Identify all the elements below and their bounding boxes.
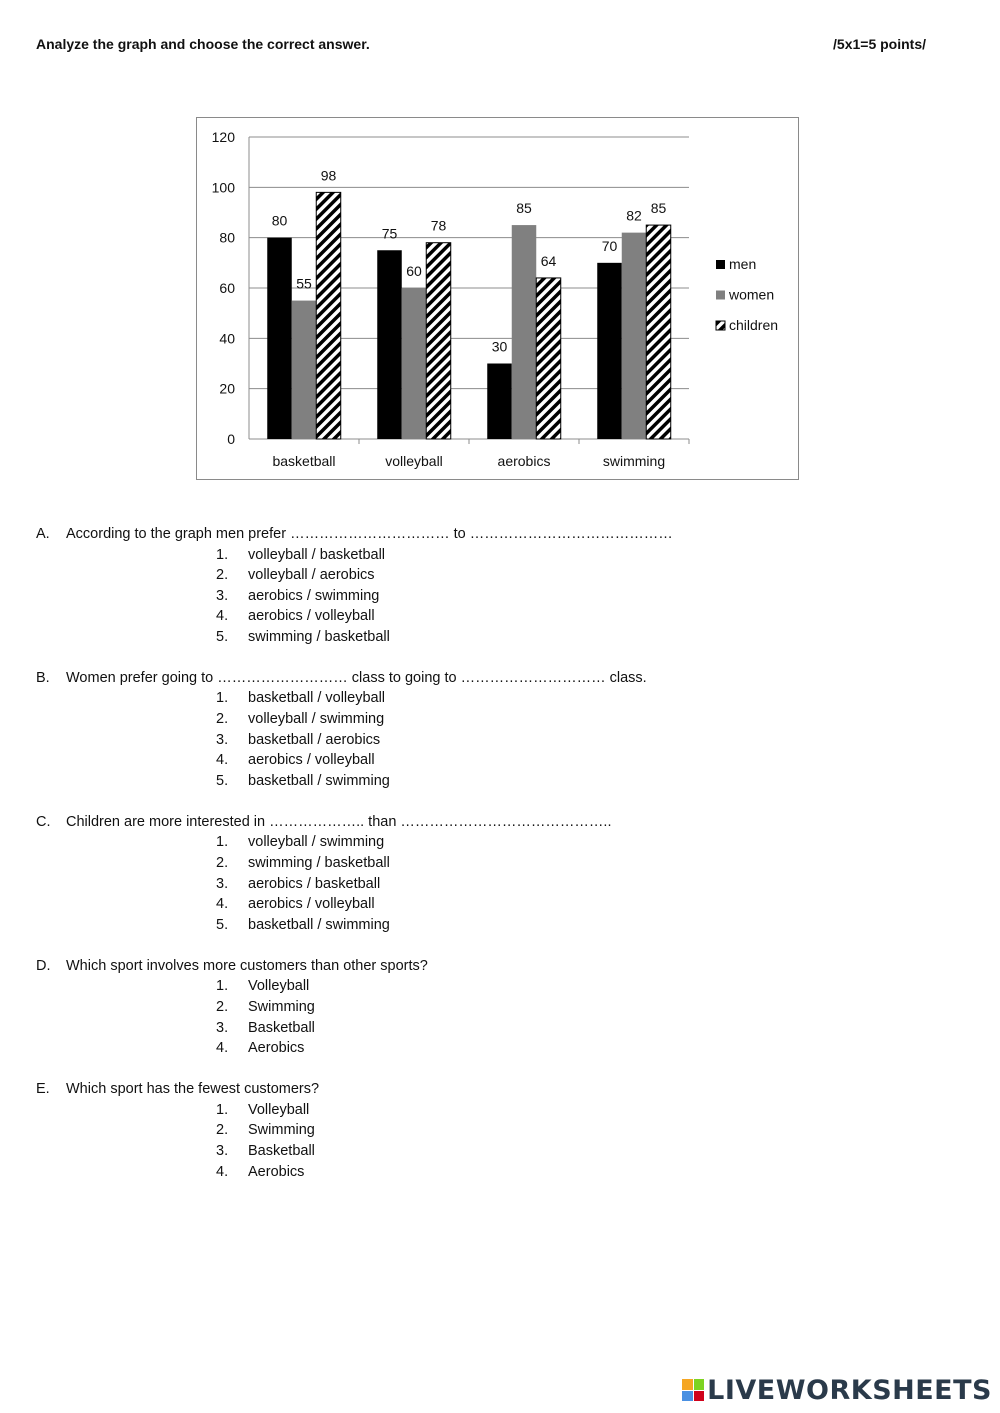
legend-label: children: [729, 317, 779, 333]
option-number: 2.: [216, 711, 229, 728]
option-text: basketball / aerobics: [248, 731, 381, 748]
question-letter: D.: [36, 957, 51, 974]
option-number: 2.: [216, 855, 229, 872]
option-text: Swimming: [248, 1122, 315, 1139]
question-row: [36, 524, 936, 545]
data-label: 85: [516, 200, 532, 217]
option-text: Volleyball: [248, 978, 310, 995]
option-number: 1.: [216, 546, 229, 563]
answer-option[interactable]: [36, 627, 936, 648]
question-row: [36, 668, 936, 689]
answer-option[interactable]: [36, 730, 936, 751]
question-letter: A.: [36, 526, 50, 542]
option-number: 1.: [216, 834, 229, 851]
x-tick-label: aerobics: [497, 453, 551, 469]
question-text: Which sport involves more customers than other sports?: [66, 957, 428, 974]
option-text: aerobics / volleyball: [248, 752, 375, 769]
option-number: 3.: [216, 1019, 229, 1036]
question-list: [36, 524, 936, 1203]
option-text: swimming / basketball: [248, 628, 390, 645]
legend-swatch: [716, 321, 725, 330]
answer-option[interactable]: [36, 750, 936, 771]
answer-option[interactable]: [36, 1141, 936, 1162]
logo-text: LIVEWORKSHEETS: [707, 1374, 992, 1406]
option-number: 2.: [216, 999, 229, 1015]
answer-option[interactable]: [36, 1120, 936, 1141]
option-number: 4.: [216, 608, 229, 625]
data-label: 60: [406, 263, 422, 279]
answer-option[interactable]: [36, 1038, 936, 1059]
option-text: aerobics / basketball: [248, 875, 381, 892]
option-number: 2.: [216, 567, 229, 584]
y-tick-label: 0: [227, 431, 235, 447]
option-text: Swimming: [248, 999, 315, 1015]
option-number: 1.: [216, 1101, 229, 1118]
bar: [646, 225, 671, 439]
answer-option[interactable]: [36, 997, 936, 1018]
bar-chart: [196, 117, 799, 480]
question-letter: B.: [36, 669, 50, 686]
answer-option[interactable]: [36, 1018, 936, 1039]
answer-option[interactable]: [36, 976, 936, 997]
data-label: 85: [650, 200, 667, 217]
option-number: 5.: [216, 772, 229, 789]
bar: [622, 233, 647, 439]
option-text: basketball / swimming: [248, 916, 390, 933]
option-text: volleyball / basketball: [248, 546, 386, 563]
question-row: [36, 956, 936, 977]
option-number: 4.: [216, 752, 229, 769]
legend-swatch: [716, 260, 725, 269]
option-number: 4.: [216, 1040, 229, 1057]
y-tick-label: 100: [211, 179, 235, 196]
logo-tile: [682, 1391, 693, 1402]
option-text: swimming / basketball: [248, 855, 390, 872]
question-text: Which sport has the fewest customers?: [66, 1081, 320, 1098]
data-label: 75: [381, 225, 398, 242]
question-text: According to the graph men prefer …………………………… to ……………………………………: [66, 526, 673, 542]
question-block: [36, 812, 936, 935]
option-text: Aerobics: [248, 1163, 305, 1180]
answer-option[interactable]: [36, 688, 936, 709]
y-tick-label: 40: [219, 330, 235, 347]
option-number: 2.: [216, 1122, 229, 1139]
y-tick-label: 120: [211, 129, 235, 145]
option-number: 4.: [216, 896, 229, 913]
liveworksheets-logo: [682, 1373, 992, 1407]
question-letter: E.: [36, 1081, 50, 1098]
option-number: 3.: [216, 875, 229, 892]
instruction-text: Analyze the graph and choose the correct answer.: [36, 36, 370, 52]
bar: [377, 250, 402, 439]
answer-option[interactable]: [36, 606, 936, 627]
y-tick-label: 60: [219, 280, 235, 296]
question-row: [36, 1079, 936, 1100]
answer-option[interactable]: [36, 1162, 936, 1183]
bar: [426, 243, 451, 439]
bar: [402, 288, 427, 439]
answer-option[interactable]: [36, 894, 936, 915]
data-label: 80: [271, 212, 288, 229]
data-label: 64: [540, 252, 557, 269]
data-label: 70: [601, 237, 618, 254]
option-text: Aerobics: [248, 1040, 305, 1057]
option-text: aerobics / volleyball: [248, 608, 375, 625]
points-text: /5x1=5 points/: [833, 36, 926, 52]
answer-option[interactable]: [36, 915, 936, 936]
bar: [267, 238, 292, 439]
option-text: volleyball / aerobics: [248, 567, 375, 584]
bar: [597, 263, 622, 439]
logo-tile: [694, 1391, 705, 1402]
data-label: 98: [320, 167, 337, 184]
option-text: basketball / swimming: [248, 772, 390, 789]
x-tick-label: volleyball: [385, 453, 443, 469]
question-letter: C.: [36, 813, 51, 830]
option-text: Basketball: [248, 1142, 315, 1159]
option-number: 5.: [216, 628, 229, 645]
answer-option[interactable]: [36, 771, 936, 792]
bar: [536, 278, 561, 439]
x-tick-label: basketball: [272, 453, 336, 469]
question-row: [36, 812, 936, 833]
y-tick-label: 80: [219, 229, 235, 246]
answer-option[interactable]: [36, 832, 936, 853]
logo-tile: [682, 1379, 693, 1390]
answer-option[interactable]: [36, 586, 936, 607]
answer-option[interactable]: [36, 1100, 936, 1121]
data-label: 78: [430, 217, 447, 234]
answer-option[interactable]: [36, 545, 936, 566]
question-text: Women prefer going to ……………………… class to going to ………………………… class.: [66, 669, 647, 686]
logo-mark-icon: [682, 1379, 704, 1401]
x-tick-label: swimming: [602, 453, 666, 469]
answer-option[interactable]: [36, 874, 936, 895]
data-label: 82: [626, 207, 642, 224]
legend-label: men: [729, 256, 757, 272]
bar: [316, 192, 341, 439]
data-label: 30: [491, 338, 508, 355]
option-text: volleyball / swimming: [248, 834, 385, 851]
y-tick-label: 20: [219, 380, 235, 397]
answer-option[interactable]: [36, 853, 936, 874]
option-text: basketball / volleyball: [248, 690, 386, 707]
option-number: 4.: [216, 1163, 229, 1180]
question-block: [36, 956, 936, 1059]
bar: [512, 225, 537, 439]
bar: [487, 364, 512, 440]
data-label: 55: [296, 275, 312, 292]
chart-svg: [197, 118, 800, 481]
option-number: 3.: [216, 1142, 229, 1159]
worksheet-header: [36, 36, 926, 56]
option-number: 1.: [216, 978, 229, 995]
option-number: 1.: [216, 690, 229, 707]
option-text: Basketball: [248, 1019, 315, 1036]
legend-swatch: [716, 291, 725, 300]
answer-option[interactable]: [36, 709, 936, 730]
answer-option[interactable]: [36, 565, 936, 586]
bar: [292, 301, 317, 439]
option-text: Volleyball: [248, 1101, 310, 1118]
option-number: 5.: [216, 916, 229, 933]
option-text: aerobics / volleyball: [248, 896, 375, 913]
question-block: [36, 668, 936, 791]
option-number: 3.: [216, 731, 229, 748]
option-text: volleyball / swimming: [248, 711, 385, 728]
question-block: [36, 1079, 936, 1182]
question-text: Children are more interested in ……………….. than ……………………………………..: [66, 813, 612, 830]
logo-tile: [694, 1379, 705, 1390]
legend-label: women: [729, 286, 775, 303]
option-number: 3.: [216, 587, 229, 604]
question-block: [36, 524, 936, 647]
option-text: aerobics / swimming: [248, 587, 380, 604]
